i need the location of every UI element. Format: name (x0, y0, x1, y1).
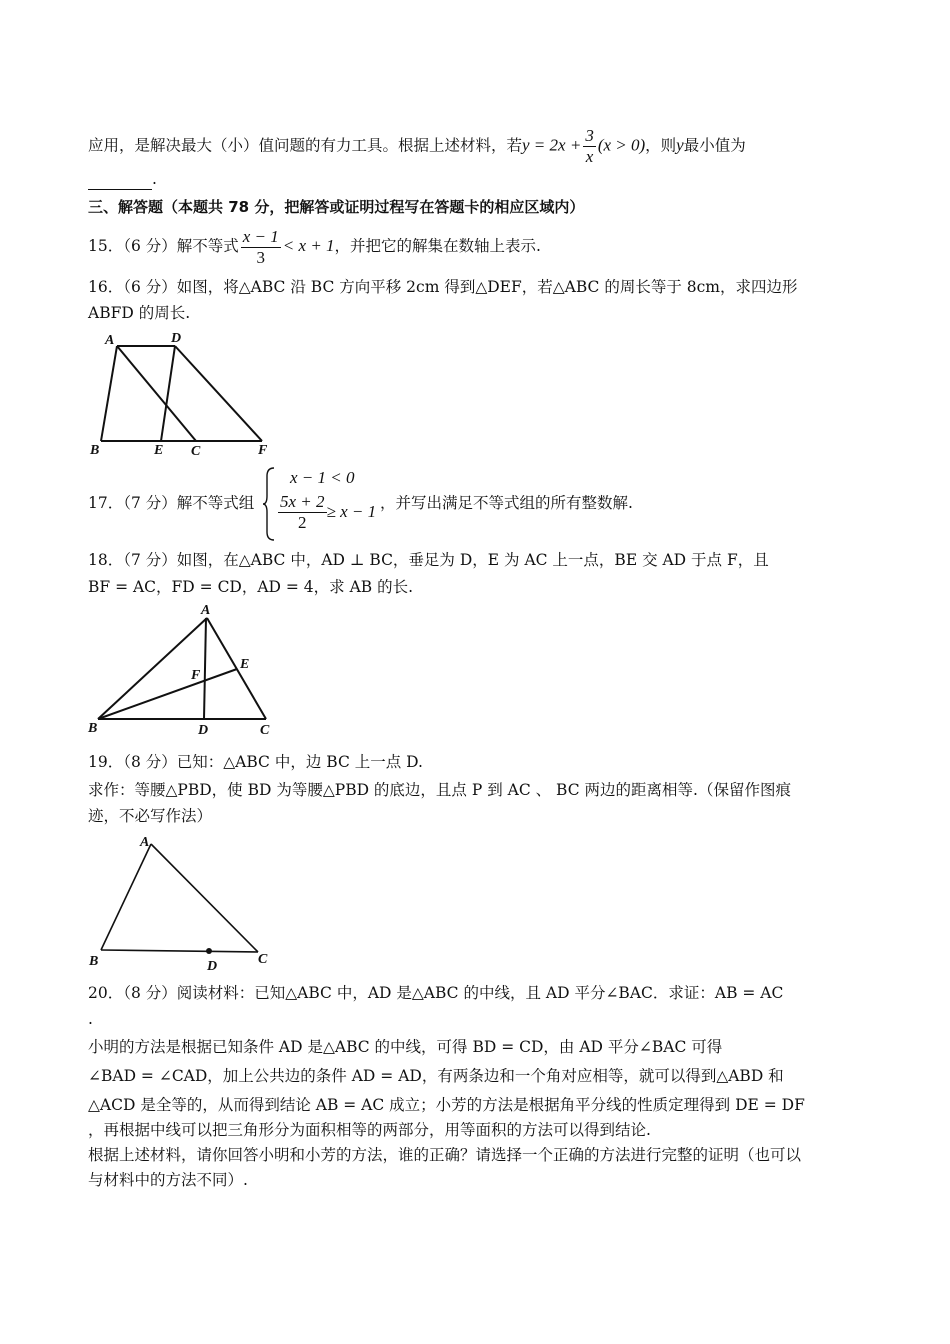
q20-line-2: . (88, 1010, 93, 1028)
q19-label-c: C (258, 952, 268, 967)
q14-text-c: 最小值为 (683, 136, 746, 155)
q16-figure (88, 332, 288, 457)
q14-formula-lhs: y = 2x + (522, 135, 582, 155)
q20-line-5: △ACD 是全等的，从而得到结论 AB = AC 成立；小芳的方法是根据角平分线的性质定理得到 DE = DF (88, 1096, 805, 1114)
q18-line-1: 18．（7 分）如图，在△ABC 中，AD ⊥ BC，垂足为 D，E 为 AC 上一点，BE 交 AD 于点 F，且 (88, 551, 769, 569)
q15-frac-num: x − 1 (242, 226, 279, 246)
q15-suffix: ，并把它的解集在数轴上表示. (334, 237, 541, 255)
q14-formula-cond: (x > 0) (597, 135, 646, 155)
q14-var-y: y (676, 135, 684, 155)
q16-line-2: ABFD 的周长. (88, 304, 191, 322)
q15-fraction (241, 227, 281, 268)
q19-point-d (206, 948, 212, 954)
q14-answer-blank (88, 173, 152, 190)
q19-label-a: A (140, 835, 150, 850)
q16-line-1: 16．（6 分）如图，将△ABC 沿 BC 方向平移 2cm 得到△DEF，若△ABC 的周长等于 8cm，求四边形 (88, 278, 798, 296)
q17-rhs: ≥ x − 1 (326, 502, 377, 521)
q14-end-period: . (152, 170, 157, 188)
q18-label-b: B (88, 721, 98, 736)
section-3-title: 三、解答题（本题共 78 分，把解答或证明过程写在答题卡的相应区域内） (88, 198, 585, 216)
q18-label-d: D (198, 723, 209, 738)
q20-line-7: 根据上述材料，请你回答小明和小芳的方法，谁的正确？请选择一个正确的方法进行完整的证明（也可以 (88, 1146, 802, 1164)
q17-frac-den: 2 (298, 513, 307, 532)
q14-fraction (583, 126, 596, 167)
q19-figure (88, 830, 288, 975)
q15-frac-den: 3 (256, 247, 266, 267)
q14-frac-den: x (585, 147, 594, 166)
q19-line-1: 19．（8 分）已知：△ABC 中，边 BC 上一点 D. (88, 753, 423, 771)
q20-line-6: ，再根据中线可以把三角形分为面积相等的两部分，用等面积的方法可以得到结论. (88, 1121, 651, 1139)
q17-inequality-1: x − 1 < 0 (290, 468, 355, 487)
q18-label-f: F (191, 668, 201, 683)
q17-brace (262, 466, 278, 542)
q16-label-d: D (171, 331, 182, 346)
q20-line-1: 20．（8 分）阅读材料：已知△ABC 中，AD 是△ABC 的中线，且 AD 平分∠BAC．求证：AB = AC (88, 984, 784, 1002)
q16-label-e: E (154, 443, 164, 458)
q16-label-b: B (90, 443, 100, 458)
q14-text-b: ，则 (645, 136, 677, 155)
q14-text-a: 应用，是解决最大（小）值问题的有力工具。根据上述材料，若 (88, 136, 523, 155)
q17-prefix: 17．（7 分）解不等式组 (88, 494, 255, 512)
q15-rhs: < x + 1 (282, 236, 335, 255)
q20-line-3: 小明的方法是根据已知条件 AD 是△ABC 的中线，可得 BD = CD，由 AD 平分∠BAC 可得 (88, 1038, 723, 1056)
q15 (88, 224, 862, 268)
q14-frac-num: 3 (585, 126, 594, 145)
q18-figure (88, 604, 288, 739)
q19-label-d: D (207, 959, 218, 974)
q20-line-4: ∠BAD = ∠CAD，加上公共边的条件 AD = AD，有两条边和一个角对应相等，就可以得到△ABD 和 (88, 1067, 784, 1085)
q14-answer-line (88, 168, 862, 190)
q17-inequality-2 (278, 492, 376, 533)
q16-label-f: F (258, 443, 268, 458)
q17-suffix: ，并写出满足不等式组的所有整数解. (380, 494, 633, 512)
q19-line-3: 迹，不必写作法） (88, 807, 213, 825)
q16-label-c: C (191, 444, 201, 459)
q19-label-b: B (89, 954, 99, 969)
q17-system (278, 466, 376, 533)
q18-line-2: BF = AC，FD = CD，AD = 4，求 AB 的长. (88, 578, 414, 596)
q14-text (88, 126, 862, 167)
q16-label-a: A (105, 333, 115, 348)
q20-line-8: 与材料中的方法不同）. (88, 1171, 248, 1189)
q19-line-2: 求作：等腰△PBD，使 BD 为等腰△PBD 的底边，且点 P 到 AC 、 BC 两边的距离相等.（保留作图痕 (88, 781, 791, 799)
q17-frac-num: 5x + 2 (280, 492, 325, 511)
q18-label-c: C (260, 723, 270, 738)
q18-label-e: E (240, 657, 250, 672)
q15-prefix: 15．（6 分）解不等式 (88, 237, 239, 255)
q18-label-a: A (201, 603, 211, 618)
